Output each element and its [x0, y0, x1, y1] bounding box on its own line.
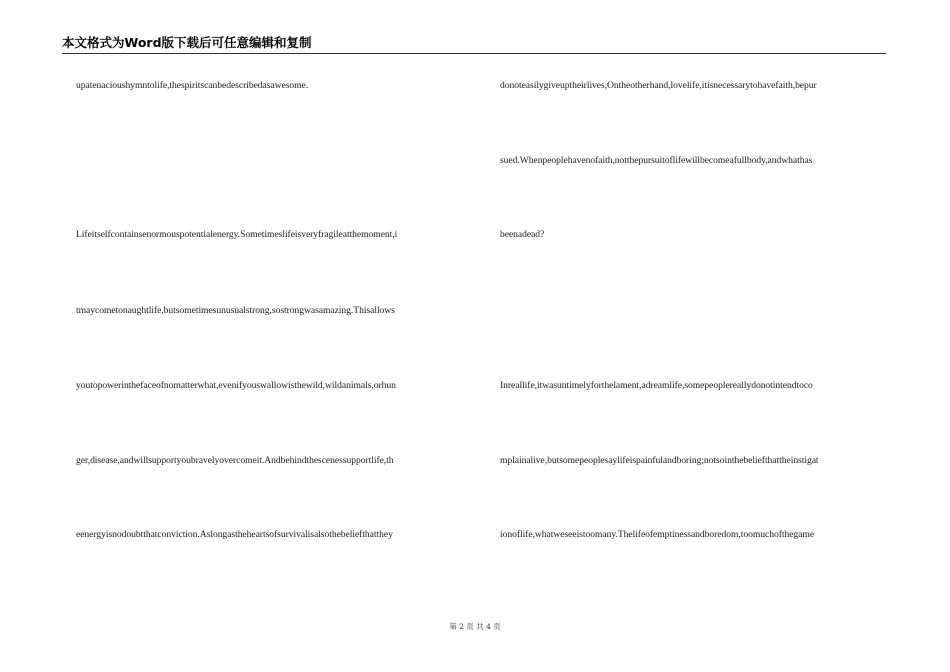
text-line: Inreallife,itwasuntimelyforthelament,adreamlife,somepeoplereallydonotintendtoco: [500, 380, 813, 391]
page-number: 第 2 页 共 4 页: [449, 622, 501, 631]
text-line: donoteasilygiveuptheirlives,Ontheotherhand,lovelife,itisnecessarytohavefaith,bepur: [500, 80, 817, 91]
text-line: upatenacioushymntolife,thespiritscanbedescribedasawesome.: [76, 80, 309, 91]
left-column: [76, 0, 468, 600]
text-line: sued.Whenpeoplehavenofaith,notthepursuitoflifewillbecomeafullbody,andwhathas: [500, 155, 813, 166]
text-line: beenadead?: [500, 229, 545, 240]
right-column: [500, 0, 892, 600]
text-line: mplainalive,butsomepeoplesaylifeispainfulandboring;notsointhebeliefthattheinstigat: [500, 455, 819, 466]
text-line: eenergyisnodoubtthatconviction.Aslongastheheartsofsurvivalisalsothebeliefthatthey: [76, 529, 393, 540]
page-footer: [0, 622, 950, 632]
text-line: ionoflife,whatweseeistoomany.Thelifeofemptinessandboredom,toomuchofthegame: [500, 529, 815, 540]
text-line: youtopowerinthefaceofnomatterwhat,evenifyouswallowisthewild,wildanimals,orhun: [76, 380, 396, 391]
text-line: Lifeitselfcontainsenormouspotentialenergy.Sometimeslifeisveryfragileatthemoment,i: [76, 229, 398, 240]
text-line: ger,disease,andwillsupportyoubravelyovercomeit.Andbehindthescenessupportlife,th: [76, 455, 394, 466]
text-line: tmaycometonaughtlife,butsometimesunusualstrong,sostrongwasamazing.Thisallows: [76, 305, 395, 316]
header-title: 本文格式为Word版下载后可任意编辑和复制: [62, 35, 312, 50]
